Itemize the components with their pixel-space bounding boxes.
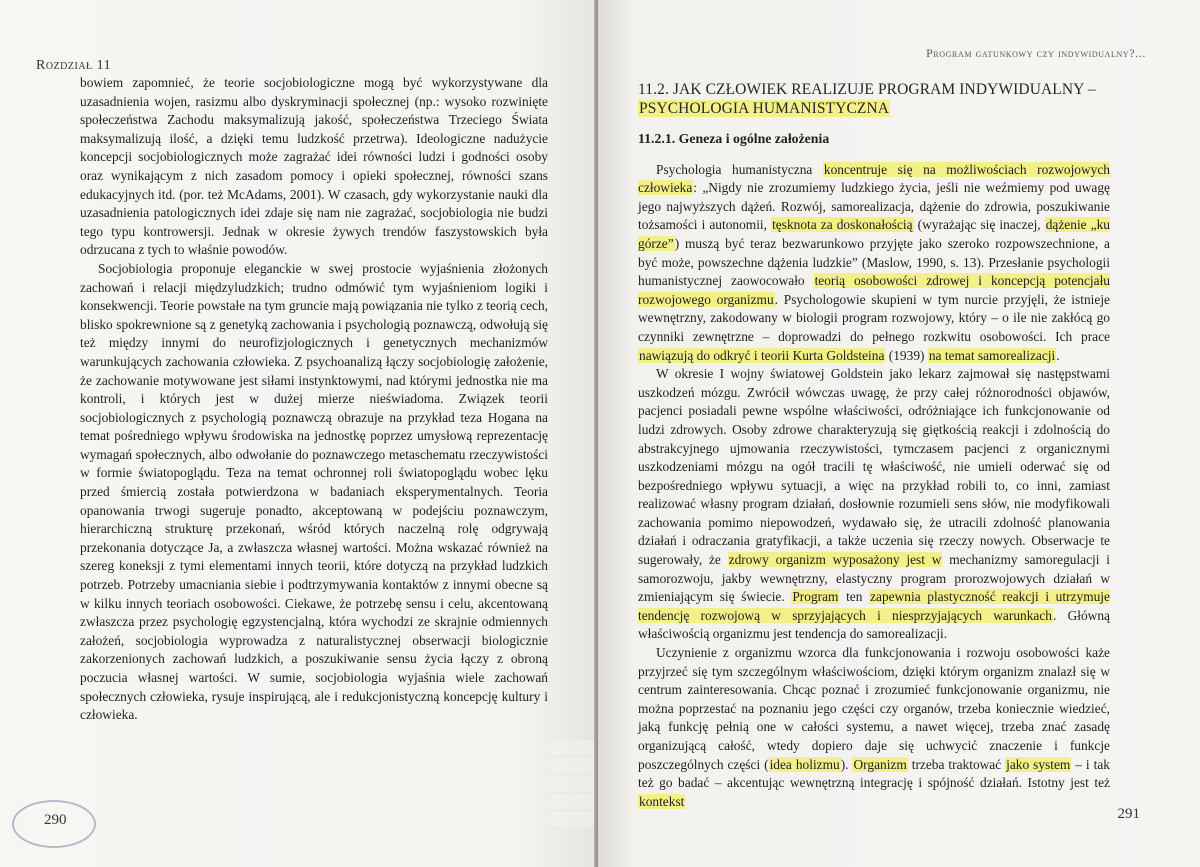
text-run: Uczynienie z organizmu wzorca dla funkcjonowania i rozwoju osobowości każe przyjrzeć się tym szczególnym właściwościom, dzięki którym organizm znalazł się w centrum zainteresowania. Chcąc poznać i zrozumieć funkcjonowanie organizmu, nie można poprzestać na poznaniu jego części czy organów, trzeba koniecznie wiedzieć, jaką funkcję pełnią one w całości systemu, a nawet więcej, trzeba znać zasadę organizującą całość, wtedy dopiero daje się uchwycić znaczenie i funkcje poszczególnych części ( [638, 645, 1110, 772]
highlighted-phrase: idea holizmu [769, 756, 840, 772]
left-text-column [80, 74, 548, 725]
highlighted-phrase: zdrowy organizm wyposażony jest w [728, 552, 942, 568]
text-run: ) muszą być teraz bezwarunkowo przyjęte jako szeroko rozpowszechnione, a być może, powszechne dążenia ludzkie” (Maslow, 1990, s. 13). Przesłanie psychologii humanistycznej zaowocowało [638, 235, 1110, 289]
text-run: mechanizmy samoregulacji i samorozwoju, jakby wewnętrzny, elastyczny program prorozwojowych działań w zmieniającym się świecie. [638, 552, 1110, 605]
highlighted-phrase: na temat samorealizacji [928, 347, 1056, 363]
section-title [638, 80, 1110, 118]
right-page [598, 0, 1200, 867]
text-run: (wyrażając się inaczej, [913, 217, 1045, 233]
left-paragraph: Socjobiologia proponuje eleganckie w swej prostocie wyjaśnienia złożonych zachowań i relacji międzyludzkich; trudno odmówić tym wyjaśnieniom logiki i konsekwencji. Teorie powstałe na tym gruncie mają powiązania nie tylko z teorią cech, blisko spokrewnione są z genetyką zachowania i psychologią poznawczą, odwołują się też między innymi do neurofizjologicznych i genetycznych mechanizmów warunkujących zachowania człowieka. Z psychoanalizą łączy socjobiologię założenie, że zachowanie motywowane jest siłami instynktowymi, nad którymi jednostka nie ma kontroli, i których jest w dużej mierze nieświadoma. Związek teorii socjobiologicznych z psychologią poznawczą obrazuje na przykład teza Hogana na temat pośredniego wpływu środowiska na jednostkę poprzez umysłową reprezentację wymagań społecznych, albo odwołanie do poznawczego metaschematu rzeczywistości w formie światopoglądu. Teza na temat ochronnej roli światopoglądu wobec lęku przed śmiercią została potwierdzona w badaniach eksperymentalnych. Teoria opanowania trwogi sugeruje ponadto, akceptowaną w podejściu poznawczym, hierarchiczną strukturę przekonań, wśród których naczelną rolę odgrywają przekonania dotyczące Ja, a zwłaszcza własnej wartości. Można wskazać również na szereg koneksji z tymi elementami innych teorii, które dotyczą na przykład ludzkich potrzeb. Potrzeby umacniania siebie i podtrzymywania kontaktów z innymi obecne są w kilku innych teoriach osobowości. Ciekawe, że potrzebę sensu i celu, akcentowaną zwłaszcza przez psychologię egzystencjalną, która wychodzi ze skrajnie odmiennych założeń, socjobiologia wyprowadza z naturalistycznej obserwacji biologicznie zakorzenionych zachowań ludzkich, a poszukiwanie sensu życia łączy z obroną poczucia własnej wartości. W sumie, socjobiologia wyjaśnia wiele zachowań społecznych człowieka, rysuje inspirującą, ale i redukcjonistyczną koncepcję kultury i człowieka. [80, 260, 548, 723]
right-paragraph-1 [638, 161, 1110, 366]
text-run: . Główną właściwością organizmu jest tendencja do samorealizacji. [638, 607, 1110, 642]
right-paragraph-3 [638, 644, 1110, 811]
left-page [0, 0, 596, 867]
running-head-right: Program gatunkowy czy indywidualny?... [926, 46, 1146, 60]
highlighted-phrase: Organizm [853, 756, 907, 772]
text-run: W okresie I wojny światowej Goldstein jako lekarz zajmował się następstwami uszkodzeń mózgu. Zwrócił wówczas uwagę, że przy całej różnorodności objawów, pacjenci posiadali pewne wspólne właściwości, odróżniające ich funkcjonowanie od ludzi zdrowych. Osoby zdrowe charakteryzują się giętkością reakcji i zdolnością do abstrakcyjnego ujmowania rzeczywistości, tymczasem pacjenci z organicznymi uszkodzeniami mózgu na ogół tracili tę właściwość, nie umieli oderwać się od bezpośredniego wpływu sytuacji, a więc na przykład robili to, co inni, zamiast realizować własny program działań, dosłownie rozumieli sens słów, nie modyfikowali zachowania pomimo niepowodzeń, wydawało się, że utracili zdolność planowania działań i odraczania gratyfikacji, a także uczenia się rzeczy nowych. Obserwacje te sugerowały, że [638, 366, 1110, 568]
text-run: (1939) [885, 347, 928, 363]
text-run: . Psychologowie skupieni w tym nurcie przyjęli, że istnieje wewnętrzny, zakodowany w biologii program rozwojowy, który – o ile nie zakłócą go czynniki zewnętrzne – doprowadzi do pełnego rozkwitu osobowości. Ich prace [638, 291, 1110, 344]
text-run: ten [839, 589, 870, 605]
page-number-right: 291 [1117, 806, 1140, 822]
highlighted-phrase: Program [792, 589, 839, 605]
text-run: – i tak też go badać – akcentując wewnętrzną integrację i spójność działań. Istotny jest też [638, 756, 1110, 791]
section-title-line2: PSYCHOLOGIA HUMANISTYCZNA [639, 100, 890, 117]
highlighted-phrase: koncentruje się na możliwościach rozwojowych człowieka [638, 161, 1111, 196]
highlighted-phrase: jako system [1006, 756, 1071, 772]
bleed-through-text [548, 740, 596, 830]
highlighted-phrase: teorią osobowości zdrowej i koncepcją potencjału rozwojowego organizmu [638, 273, 1110, 307]
text-run: trzeba traktować [907, 756, 1006, 772]
highlighted-phrase: zapewnia plastyczność reakcji i utrzymuje tendencję rozwojową w sprzyjających i niesprzyjających warunkach [638, 589, 1110, 623]
running-head-left: Rozdział 11 [36, 58, 112, 73]
highlighted-phrase: tęsknota za doskonałością [772, 217, 913, 233]
text-run: ). [840, 756, 853, 772]
text-run: : „Nigdy nie zrozumiemy ludzkiego życia, jeśli nie weźmiemy pod uwagę jego najwyższych dążeń. Rozwój, samorealizacja, dążenie do zdrowia, poszukiwanie tożsamości i autonomii, [638, 180, 1110, 233]
right-text-column [638, 80, 1110, 811]
page-number-left: 290 [44, 812, 67, 828]
text-run: . [1056, 347, 1060, 363]
subsection-title: 11.2.1. Geneza i ogólne założenia [638, 131, 830, 146]
highlighted-phrase: nawiązują do odkryć i teorii Kurta Goldsteina [639, 347, 885, 363]
section-title-line1: 11.2. JAK CZŁOWIEK REALIZUJE PROGRAM INDYWIDUALNY – [638, 81, 1096, 98]
text-run: Psychologia humanistyczna [656, 161, 823, 177]
highlighted-phrase: dążenie „ku górze” [638, 217, 1111, 251]
left-paragraph: bowiem zapomnieć, że teorie socjobiologiczne mogą być wykorzystywane dla uzasadnienia wojen, rasizmu albo dyskryminacji społecznej (np.: wysoko rozwinięte społeczeństwa Zachodu maksymalizują jakość, społeczeństwa Trzeciego Świata maksymalizują ilość, a dzięki temu ludzkość przetrwa). Ideologiczne nadużycie koncepcji socjobiologicznych może zagrażać idei równości ludzi i godności osoby oraz wynikającym z nich zasadom pomocy i opieki społecznej, równości szans edukacyjnych itd. (por. też McAdams, 2001). W czasach, gdy wykorzystanie nauki dla uzasadnienia patologicznych idei zdaje się nam nie zagrażać, socjobiologia nie budzi tego typu kontrowersji. Jednak w okresie żywych trendów faszystowskich była odrzucana z tych to właśnie powodów. [80, 75, 548, 258]
right-paragraph-2 [638, 365, 1110, 644]
highlighted-phrase: kontekst [639, 793, 685, 809]
